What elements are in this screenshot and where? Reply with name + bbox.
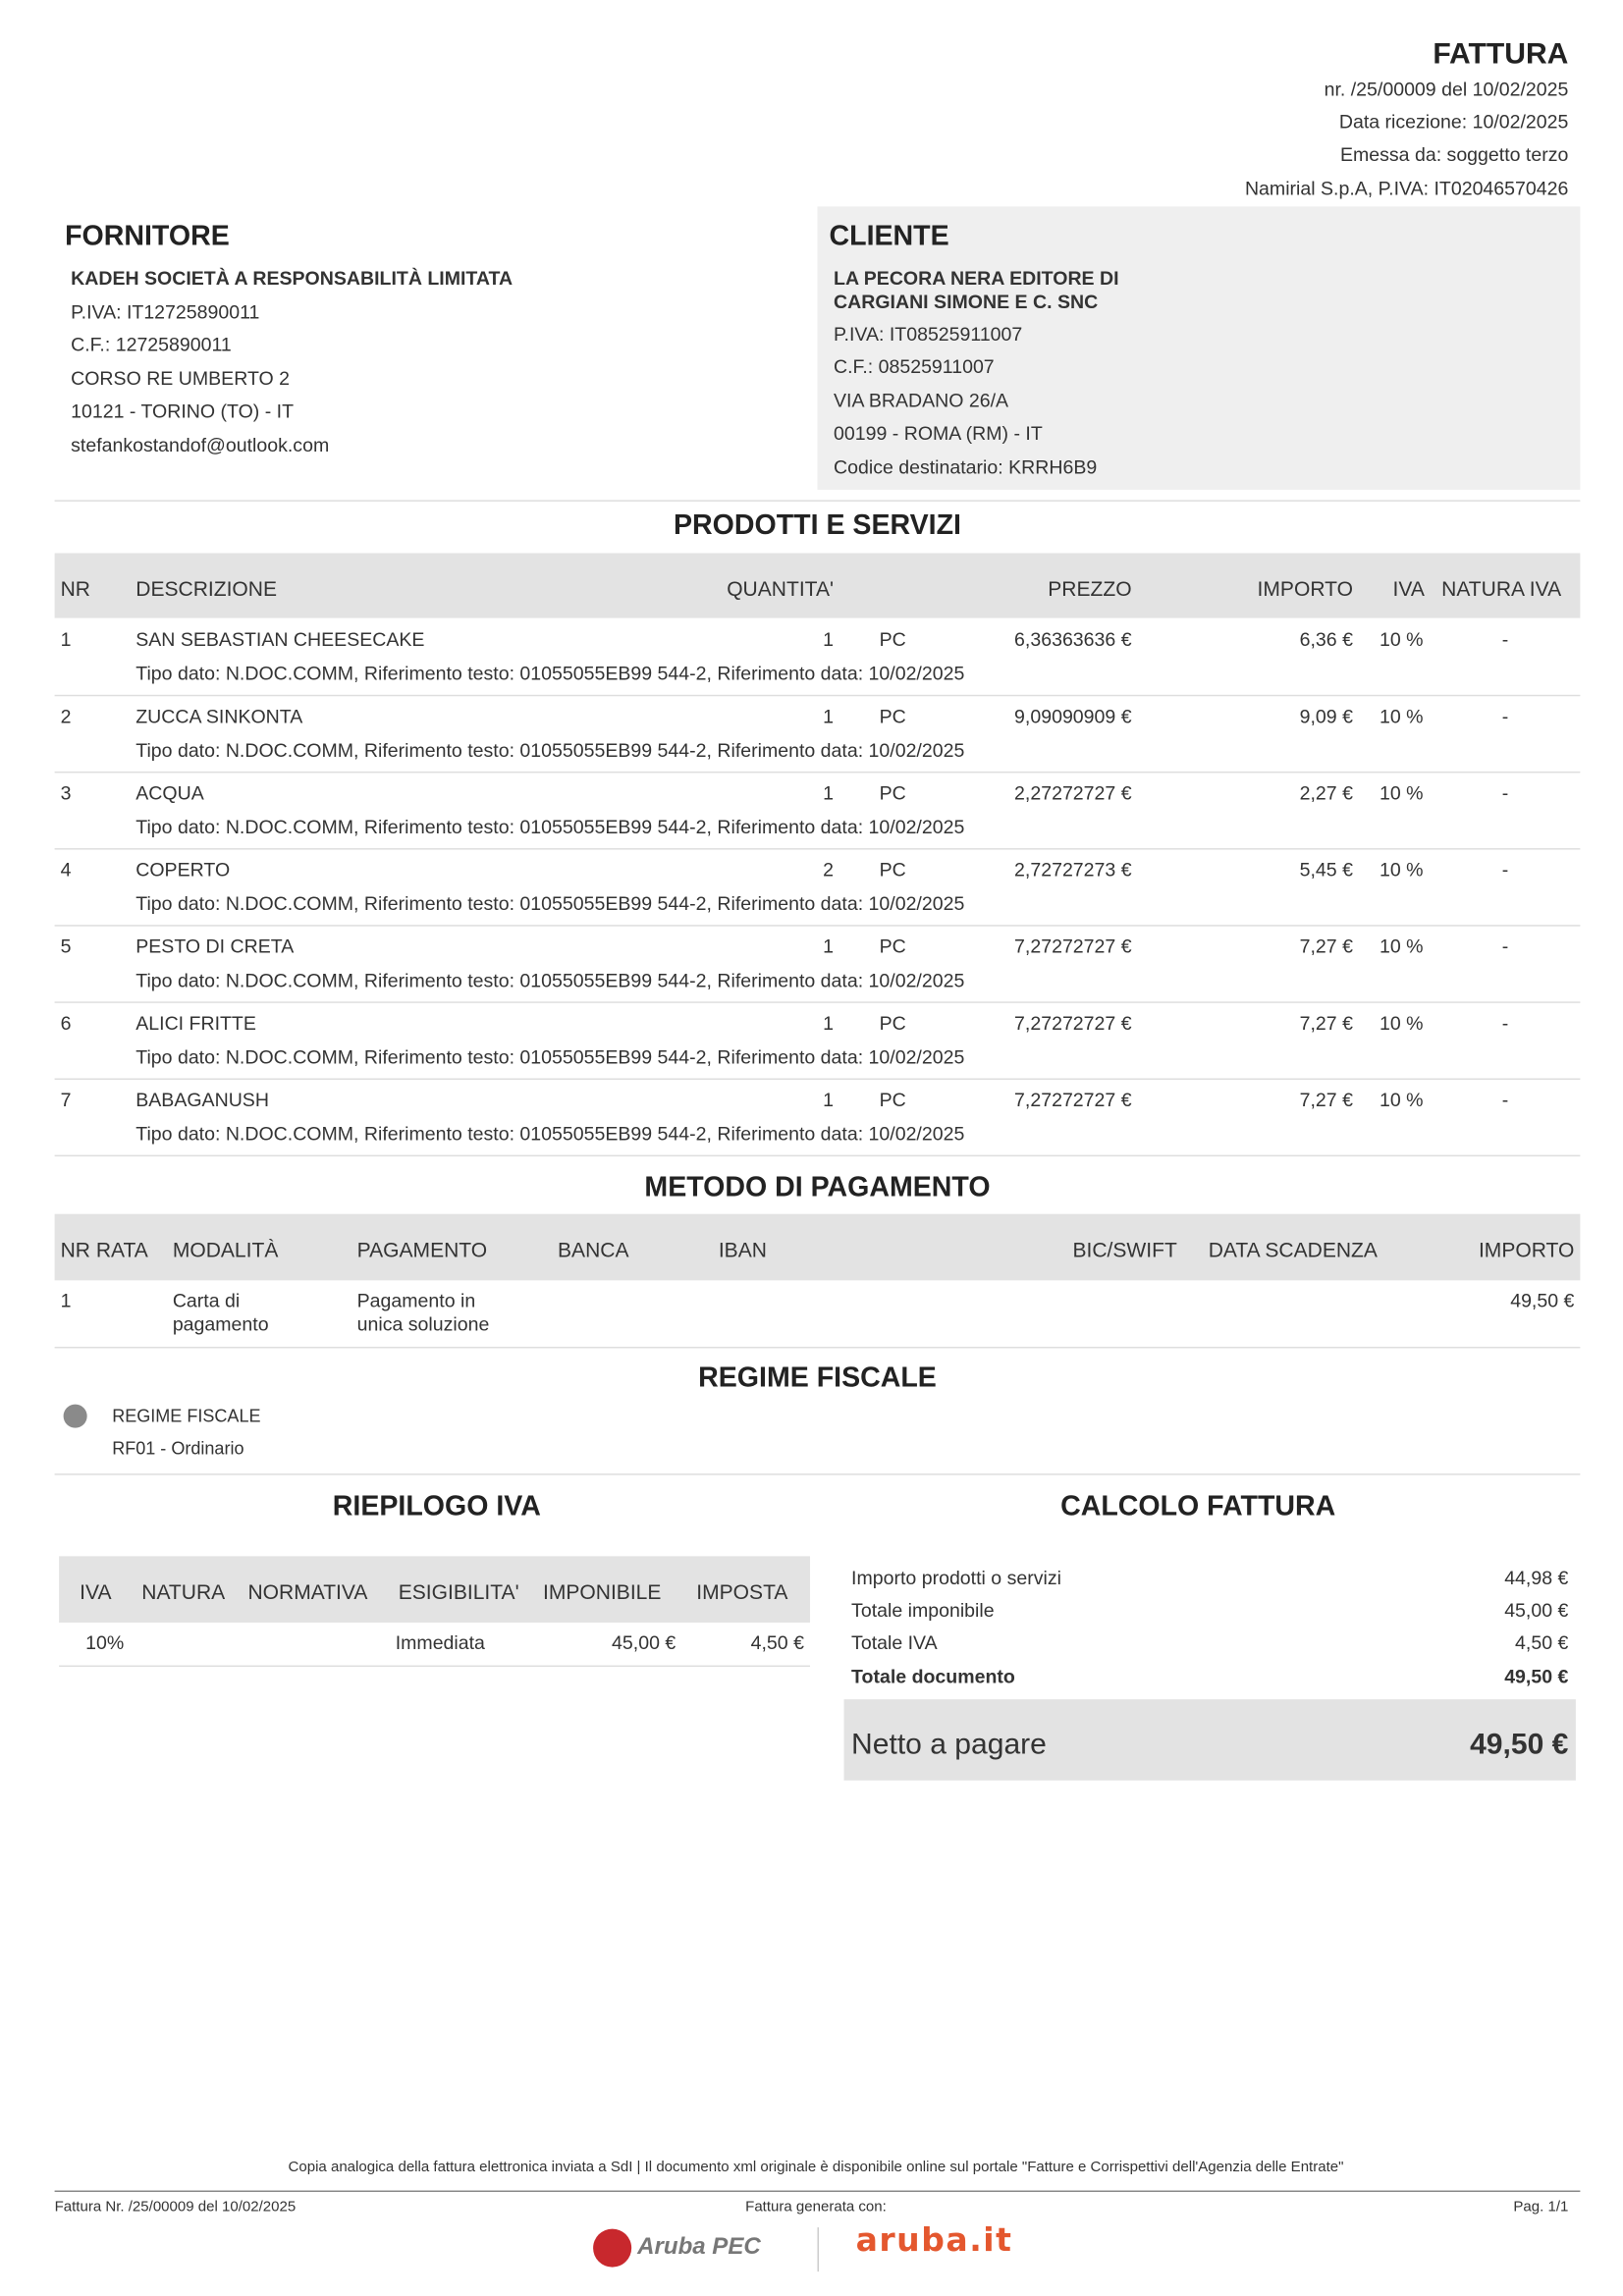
col-iban: IBAN [718,1237,767,1261]
product-price: 2,27272727 € [1014,781,1132,804]
calc-label-products: Importo prodotti o servizi [851,1566,1061,1589]
supplier-name: KADEH SOCIETÀ A RESPONSABILITÀ LIMITATA [71,266,514,290]
net-payable-label: Netto a pagare [851,1729,1047,1762]
product-vat-nature: - [1501,1088,1509,1111]
payment-heading: METODO DI PAGAMENTO [644,1172,991,1204]
aruba-pec-logo: Aruba PEC [637,2234,761,2261]
footer-page: Pag. 1/1 [1513,2199,1569,2216]
col-payment: PAGAMENTO [356,1237,488,1261]
divider [55,1347,1581,1349]
col-nr: NR [60,576,91,601]
product-reference-note: Tipo dato: N.DOC.COMM, Riferimento testo: 01055055EB99 544-2, Riferimento data: 10/02/2025 [135,662,965,685]
payment-type-2: unica soluzione [356,1312,490,1335]
product-vat-nature: - [1501,934,1509,958]
invoice-number: nr. /25/00009 del 10/02/2025 [1324,78,1569,101]
product-description: PESTO DI CRETA [135,934,295,958]
col-vat: IVA [1392,576,1425,601]
row-divider [55,848,1581,850]
invoice-title: FATTURA [1433,38,1569,72]
col-chargeability: ESIGIBILITA' [398,1579,519,1604]
product-vat-nature: - [1501,858,1509,881]
product-quantity: 1 [823,1088,835,1111]
product-vat: 10 % [1380,858,1424,881]
product-vat: 10 % [1380,1088,1424,1111]
vat-chargeability: Immediata [395,1630,485,1654]
client-name-2: CARGIANI SIMONE E C. SNC [834,291,1099,313]
product-reference-note: Tipo dato: N.DOC.COMM, Riferimento testo: 01055055EB99 544-2, Riferimento data: 10/02/2025 [135,969,965,991]
client-vat: P.IVA: IT08525911007 [834,323,1023,346]
product-quantity: 1 [823,781,835,804]
regime-heading: REGIME FISCALE [698,1362,937,1395]
col-price: PREZZO [1048,576,1132,601]
product-description: BABAGANUSH [135,1088,269,1111]
client-name-1: LA PECORA NERA EDITORE DI [834,266,1119,290]
vat-summary-heading: RIEPILOGO IVA [332,1491,541,1522]
issued-by: Emessa da: soggetto terzo [1339,142,1569,166]
client-heading: CLIENTE [829,221,949,252]
supplier-vat: P.IVA: IT12725890011 [71,300,260,324]
col-regulation: NORMATIVA [247,1579,368,1604]
receipt-date: Data ricezione: 10/02/2025 [1338,110,1569,133]
vat-rate: 10% [85,1630,125,1654]
calc-label-vat: Totale IVA [851,1630,938,1654]
product-unit: PC [879,1011,906,1035]
row-divider [55,1155,1581,1157]
col-mode: MODALITÀ [172,1237,279,1261]
product-quantity: 2 [823,858,835,881]
vat-tax: 4,50 € [750,1630,804,1654]
product-amount: 7,27 € [1299,1088,1353,1111]
product-reference-note: Tipo dato: N.DOC.COMM, Riferimento testo: 01055055EB99 544-2, Riferimento data: 10/02/2025 [135,815,965,838]
product-quantity: 1 [823,705,835,727]
divider [55,1473,1581,1475]
product-nr: 4 [60,858,72,881]
col-due-date: DATA SCADENZA [1208,1237,1378,1261]
divider [55,500,1581,502]
supplier-email: stefankostandof@outlook.com [71,433,330,456]
product-nr: 3 [60,781,72,804]
product-vat: 10 % [1380,705,1424,727]
divider [59,1666,810,1668]
payment-mode-2: pagamento [172,1312,269,1335]
product-description: ZUCCA SINKONTA [135,705,303,727]
regime-value: RF01 - Ordinario [112,1438,244,1460]
product-reference-note: Tipo dato: N.DOC.COMM, Riferimento testo: 01055055EB99 544-2, Riferimento data: 10/02/2025 [135,1045,965,1068]
product-vat: 10 % [1380,1011,1424,1035]
product-unit: PC [879,858,906,881]
calc-heading: CALCOLO FATTURA [1060,1491,1336,1522]
product-vat: 10 % [1380,628,1424,651]
col-nature: NATURA [141,1579,226,1604]
calc-value-total: 49,50 € [1504,1665,1569,1688]
supplier-city: 10121 - TORINO (TO) - IT [71,400,295,422]
product-unit: PC [879,705,906,727]
bullet-icon [64,1405,87,1428]
product-unit: PC [879,628,906,651]
product-amount: 7,27 € [1299,934,1353,958]
product-price: 9,09090909 € [1014,705,1132,727]
col-bank: BANCA [558,1237,629,1261]
issuer-info: Namirial S.p.A, P.IVA: IT02046570426 [1244,177,1569,199]
supplier-address: CORSO RE UMBERTO 2 [71,367,291,390]
product-unit: PC [879,1088,906,1111]
calc-value-taxable: 45,00 € [1504,1598,1569,1622]
col-taxable: IMPONIBILE [542,1579,662,1604]
footer-generated-with: Fattura generata con: [745,2199,887,2216]
product-reference-note: Tipo dato: N.DOC.COMM, Riferimento testo: 01055055EB99 544-2, Riferimento data: 10/02/2025 [135,892,965,915]
col-installment: NR RATA [60,1237,148,1261]
product-unit: PC [879,934,906,958]
row-divider [55,772,1581,774]
footer-note: Copia analogica della fattura elettronica inviata a SdI | Il documento xml originale è disponibile online sul portale "Fatture e Corrispettivi dell'Agenzia delle Entrate" [288,2159,1344,2176]
col-bic: BIC/SWIFT [1072,1237,1177,1261]
product-nr: 5 [60,934,72,958]
product-reference-note: Tipo dato: N.DOC.COMM, Riferimento testo: 01055055EB99 544-2, Riferimento data: 10/02/2025 [135,1122,965,1146]
calc-label-taxable: Totale imponibile [851,1598,995,1622]
vat-taxable: 45,00 € [612,1630,676,1654]
calc-label-total: Totale documento [851,1665,1015,1688]
supplier-cf: C.F.: 12725890011 [71,333,232,356]
supplier-heading: FORNITORE [65,221,230,252]
product-nr: 6 [60,1011,72,1035]
product-quantity: 1 [823,628,835,651]
client-cf: C.F.: 08525911007 [834,355,995,378]
product-reference-note: Tipo dato: N.DOC.COMM, Riferimento testo: 01055055EB99 544-2, Riferimento data: 10/02/2025 [135,738,965,762]
product-description: COPERTO [135,858,231,881]
aruba-it-logo: aruba.it [855,2222,1013,2261]
product-vat-nature: - [1501,628,1509,651]
payment-type-1: Pagamento in [356,1289,476,1311]
col-payment-amount: IMPORTO [1478,1237,1575,1261]
col-quantity: QUANTITA' [727,576,835,601]
product-amount: 2,27 € [1299,781,1353,804]
product-unit: PC [879,781,906,804]
payment-mode-1: Carta di [172,1289,241,1311]
row-divider [55,1078,1581,1080]
product-amount: 5,45 € [1299,858,1353,881]
col-amount: IMPORTO [1257,576,1353,601]
calc-value-products: 44,98 € [1504,1566,1569,1589]
product-nr: 1 [60,628,72,651]
product-quantity: 1 [823,934,835,958]
calc-value-vat: 4,50 € [1515,1630,1569,1654]
product-vat-nature: - [1501,781,1509,804]
product-nr: 7 [60,1088,72,1111]
product-nr: 2 [60,705,72,727]
client-recipient-code: Codice destinatario: KRRH6B9 [834,455,1098,478]
product-quantity: 1 [823,1011,835,1035]
client-address: VIA BRADANO 26/A [834,389,1009,412]
product-amount: 7,27 € [1299,1011,1353,1035]
product-price: 6,36363636 € [1014,628,1132,651]
logo-separator [817,2227,819,2271]
col-vat-nature: NATURA IVA [1441,576,1562,601]
client-city: 00199 - ROMA (RM) - IT [834,421,1043,445]
product-price: 7,27272727 € [1014,1088,1132,1111]
product-price: 7,27272727 € [1014,1011,1132,1035]
net-payable-value: 49,50 € [1470,1729,1569,1762]
footer-divider [55,2191,1581,2193]
col-vat-rate: IVA [80,1579,112,1604]
row-divider [55,695,1581,697]
product-price: 7,27272727 € [1014,934,1132,958]
row-divider [55,925,1581,927]
product-description: ACQUA [135,781,204,804]
payment-nr: 1 [60,1289,72,1311]
product-vat: 10 % [1380,781,1424,804]
products-heading: PRODOTTI E SERVIZI [674,509,961,542]
product-vat-nature: - [1501,1011,1509,1035]
product-description: SAN SEBASTIAN CHEESECAKE [135,628,425,651]
footer-invoice-ref: Fattura Nr. /25/00009 del 10/02/2025 [54,2199,297,2216]
col-tax: IMPOSTA [696,1579,788,1604]
product-amount: 6,36 € [1299,628,1353,651]
product-description: ALICI FRITTE [135,1011,256,1035]
aruba-pec-logo-icon [593,2229,631,2268]
product-vat: 10 % [1380,934,1424,958]
row-divider [55,1001,1581,1003]
regime-label: REGIME FISCALE [112,1406,261,1427]
product-vat-nature: - [1501,705,1509,727]
product-price: 2,72727273 € [1014,858,1132,881]
payment-amount: 49,50 € [1510,1289,1575,1311]
col-description: DESCRIZIONE [135,576,278,601]
product-amount: 9,09 € [1299,705,1353,727]
